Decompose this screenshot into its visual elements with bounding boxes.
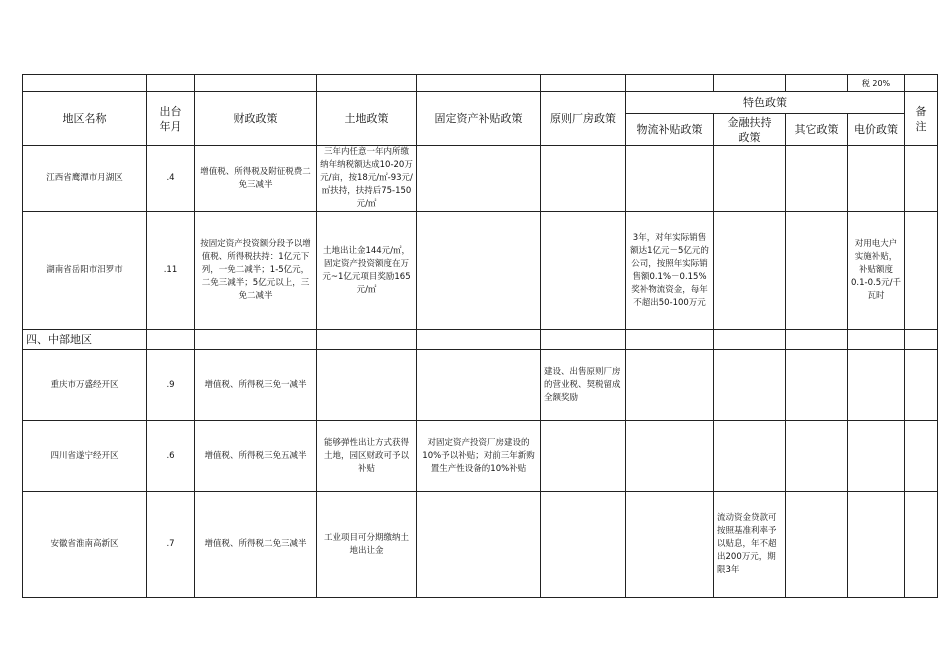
logistics-cell xyxy=(626,350,714,421)
other-cell xyxy=(786,146,848,212)
region-cell: 江西省鹰潭市月湖区 xyxy=(23,146,147,212)
region-cell: 四川省遂宁经开区 xyxy=(23,421,147,492)
header-logistics: 物流补贴政策 xyxy=(626,114,714,146)
factory-cell xyxy=(541,492,626,598)
header-date: 出台 年月 xyxy=(147,92,195,146)
top-row-tax-cell: 税 20% xyxy=(848,75,905,92)
header-power: 电价政策 xyxy=(848,114,905,146)
top-cell xyxy=(23,75,147,92)
power-cell xyxy=(848,421,905,492)
logistics-cell: 3年，对年实际销售额达1亿元－5亿元的公司，按照年实际销售额0.1%－0.15%奖补物流资金，每年不超出50-100万元 xyxy=(626,212,714,330)
fixed-asset-cell xyxy=(417,212,541,330)
section-title: 四、中部地区 xyxy=(23,330,147,350)
region-cell: 安徽省淮南高新区 xyxy=(23,492,147,598)
top-row xyxy=(23,75,938,92)
power-cell xyxy=(848,492,905,598)
top-cell xyxy=(317,75,417,92)
top-cell xyxy=(541,75,626,92)
date-cell: .6 xyxy=(147,421,195,492)
empty-cell xyxy=(147,330,195,350)
logistics-cell xyxy=(626,146,714,212)
logistics-cell xyxy=(626,492,714,598)
factory-cell xyxy=(541,146,626,212)
header-remarks: 备 注 xyxy=(905,92,938,146)
date-cell: .4 xyxy=(147,146,195,212)
top-cell xyxy=(417,75,541,92)
table-row xyxy=(23,146,938,212)
logistics-cell xyxy=(626,421,714,492)
empty-cell xyxy=(195,330,317,350)
header-region: 地区名称 xyxy=(23,92,147,146)
empty-cell xyxy=(626,330,714,350)
empty-cell xyxy=(714,330,786,350)
empty-cell xyxy=(786,330,848,350)
empty-cell xyxy=(417,330,541,350)
top-cell xyxy=(195,75,317,92)
remarks-cell xyxy=(905,492,938,598)
remarks-cell xyxy=(905,350,938,421)
factory-cell: 建设、出售原则厂房的营业税、契税留成全额奖励 xyxy=(541,350,626,421)
date-cell: .7 xyxy=(147,492,195,598)
empty-cell xyxy=(848,330,905,350)
finance-cell xyxy=(714,212,786,330)
finance-cell xyxy=(714,146,786,212)
land-cell: 能够弹性出让方式获得土地，园区财政可予以补贴 xyxy=(317,421,417,492)
power-cell xyxy=(848,146,905,212)
top-cell xyxy=(905,75,938,92)
fixed-asset-cell xyxy=(417,146,541,212)
header-land: 土地政策 xyxy=(317,92,417,146)
land-cell: 工业项目可分期缴纳土地出让金 xyxy=(317,492,417,598)
table-row xyxy=(23,350,938,421)
remarks-cell xyxy=(905,421,938,492)
header-factory: 原则厂房政策 xyxy=(541,92,626,146)
fiscal-cell: 增值税、所得税二免三减半 xyxy=(195,492,317,598)
finance-cell: 流动资金贷款可按照基准利率予以贴息，年不超出200万元，期限3年 xyxy=(714,492,786,598)
fiscal-cell: 增值税、所得税三免五减半 xyxy=(195,421,317,492)
finance-cell xyxy=(714,421,786,492)
top-cell xyxy=(147,75,195,92)
land-cell: 土地出让金144元/㎡，固定资产投资额度在万元~1亿元项目奖励165元/㎡ xyxy=(317,212,417,330)
fiscal-cell: 按固定资产投资额分段予以增值税、所得税扶持：1亿元下列，一免二减半；1-5亿元，二免三减半；5亿元以上，三免二减半 xyxy=(195,212,317,330)
region-cell: 湖南省岳阳市汨罗市 xyxy=(23,212,147,330)
other-cell xyxy=(786,421,848,492)
header-fixed-asset: 固定资产补贴政策 xyxy=(417,92,541,146)
empty-cell xyxy=(541,330,626,350)
table-row xyxy=(23,492,938,598)
header-other: 其它政策 xyxy=(786,114,848,146)
region-cell: 重庆市万盛经开区 xyxy=(23,350,147,421)
power-cell: 对用电大户实施补贴，补贴额度0.1-0.5元/千瓦时 xyxy=(848,212,905,330)
land-cell: 三年内任意一年内所缴纳年纳税额达成10-20万元/亩，按18元/㎡-93元/㎡扶持，扶持后75-150元/㎡ xyxy=(317,146,417,212)
top-cell xyxy=(714,75,786,92)
top-cell xyxy=(786,75,848,92)
remarks-cell xyxy=(905,212,938,330)
table-row xyxy=(23,212,938,330)
header-fiscal: 财政政策 xyxy=(195,92,317,146)
date-cell: .9 xyxy=(147,350,195,421)
power-cell xyxy=(848,350,905,421)
empty-cell xyxy=(317,330,417,350)
remarks-cell xyxy=(905,146,938,212)
empty-cell xyxy=(905,330,938,350)
fixed-asset-cell: 对固定资产投资厂房建设的10%予以补贴；对前三年新购置生产性设备的10%补贴 xyxy=(417,421,541,492)
other-cell xyxy=(786,492,848,598)
section-row xyxy=(23,330,938,350)
fixed-asset-cell xyxy=(417,492,541,598)
other-cell xyxy=(786,212,848,330)
fiscal-cell: 增值税、所得税及附征税费二免三减半 xyxy=(195,146,317,212)
factory-cell xyxy=(541,212,626,330)
land-cell xyxy=(317,350,417,421)
other-cell xyxy=(786,350,848,421)
date-cell: .11 xyxy=(147,212,195,330)
factory-cell xyxy=(541,421,626,492)
header-row-1 xyxy=(23,92,938,114)
top-cell xyxy=(626,75,714,92)
finance-cell xyxy=(714,350,786,421)
header-finance: 金融扶持 政策 xyxy=(714,114,786,146)
fixed-asset-cell xyxy=(417,350,541,421)
table-row xyxy=(23,421,938,492)
policy-table xyxy=(22,74,938,598)
fiscal-cell: 增值税、所得税三免一减半 xyxy=(195,350,317,421)
header-special: 特色政策 xyxy=(626,92,905,114)
